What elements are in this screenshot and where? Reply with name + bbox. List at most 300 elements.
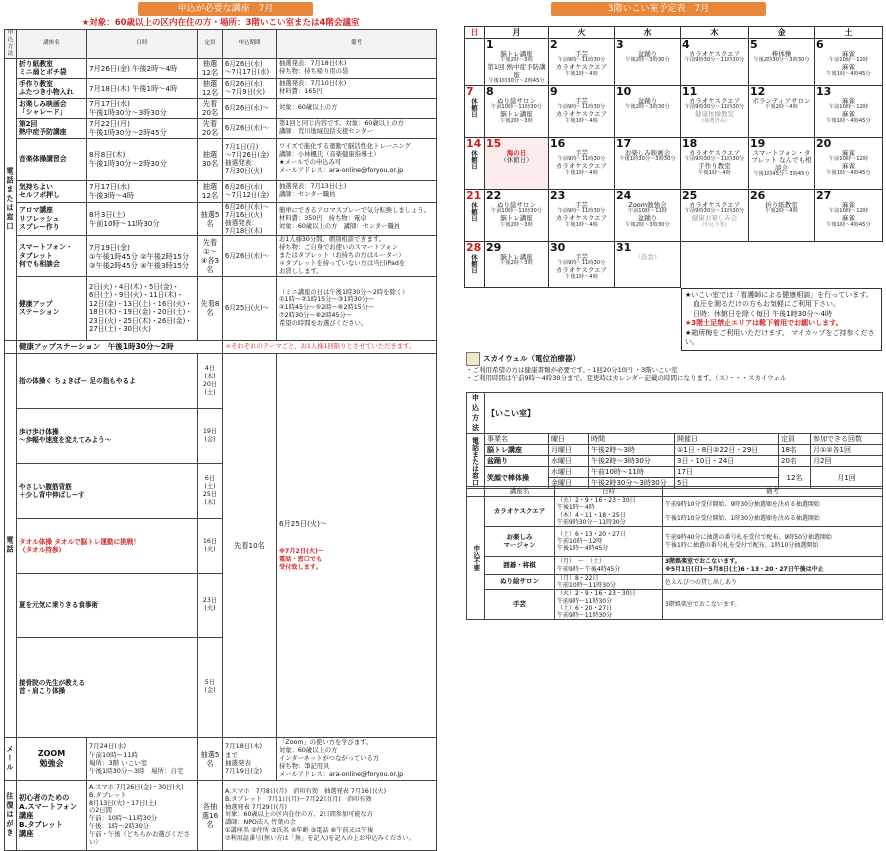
event-time: 午後1時～4時 xyxy=(565,221,598,228)
right-page xyxy=(446,0,886,635)
course-capacity: 抽選12名 xyxy=(198,78,223,98)
calendar-day[interactable] xyxy=(615,189,681,241)
mail-label: メール xyxy=(5,737,17,780)
event-time: 午後2時～3時30分 xyxy=(625,104,670,111)
event-time: 午後1時～4時45分 xyxy=(826,117,871,124)
day-number: 3 xyxy=(616,38,624,51)
day-number: 15 xyxy=(486,136,502,150)
day-number: 16 xyxy=(550,136,566,150)
event-time: 午前9時～11時30分 xyxy=(557,208,606,215)
calendar-day[interactable] xyxy=(465,137,485,189)
ikoi-header: 参加できる回数 xyxy=(811,434,883,445)
ikoi-cell: 18名 xyxy=(779,445,811,456)
ikoi-apply-method: 申込方法 xyxy=(467,393,485,434)
schedule-name: 囲碁・将棋 xyxy=(485,557,555,575)
event-title: ぬり絵サロン xyxy=(497,96,536,105)
schedule-note: 午前9時40分に抽選の番号札を受付で配布。9時50分抽選開始 午後1時に抽選の番号札を受付で配布。1時10分抽選開始 xyxy=(663,527,883,557)
calendar-day[interactable] xyxy=(465,39,485,86)
event-time: 午前10時～12時 xyxy=(828,208,869,215)
event-title: 健康お楽しみ会 xyxy=(691,214,738,223)
header-note: 備考 xyxy=(277,30,437,59)
calendar-day[interactable] xyxy=(681,85,749,137)
calendar-day[interactable] xyxy=(815,189,883,241)
schedule-note: 色えんぴつの貸し出しあり xyxy=(663,575,883,590)
calendar-weekday-row xyxy=(465,27,883,39)
course-row xyxy=(5,202,437,236)
event-time: 午後1時30分～3時30分 xyxy=(619,156,676,163)
day-number: 1 xyxy=(486,38,494,51)
event-time: 午前10時～12時 xyxy=(828,156,869,163)
schedule-row xyxy=(467,557,883,575)
course-row xyxy=(5,78,437,98)
course-name: 第2回 熱中症予防講座 xyxy=(17,118,87,138)
ikoi-cell: 月①②各1回 xyxy=(811,445,883,456)
course-capacity: 先着8名 xyxy=(198,276,223,340)
course-row xyxy=(5,98,437,118)
course-row xyxy=(5,138,437,180)
event-title: カラオケスクエア xyxy=(555,162,608,171)
schedule-date: （月）8・22日 午前10時～11時30分 xyxy=(555,575,663,590)
calendar-day[interactable] xyxy=(749,85,815,137)
event-time: 午前9時30分～11時30分 xyxy=(684,57,745,64)
notice-box xyxy=(681,288,882,351)
event-title: 麻雀 xyxy=(842,96,855,105)
day-number: 28 xyxy=(466,240,482,254)
schedule-header: 日時 xyxy=(555,487,663,497)
course-capacity: 抽選5名 xyxy=(198,202,223,236)
schedule-name: ぬり絵サロン xyxy=(485,575,555,590)
course-row xyxy=(5,180,437,202)
ikoi-title-row xyxy=(467,393,883,434)
skywell-line-1: ・ご利用希望の方は健康書類が必要です。・1回20分10円 ・3階いこい室 xyxy=(466,366,678,374)
health-row-header xyxy=(5,340,437,353)
event-title: カラオケスクエア xyxy=(555,214,608,223)
event-time: 午後2時～3時 xyxy=(500,260,533,267)
calendar-day[interactable] xyxy=(485,39,549,86)
course-row xyxy=(5,276,437,340)
course-name: 音楽体操講習会 xyxy=(17,138,87,180)
mini-date: 6日(土) 25日(木) xyxy=(198,463,223,518)
schedule-date: （火）2・9・16・23・30日 午後1時～4時 （木）4・11・18・25日 午前9時30分～11時30分 xyxy=(555,497,663,527)
skywell-device-icon xyxy=(466,352,480,366)
ikoi-cell: 午後2時～3時30分 xyxy=(589,456,675,467)
calendar-day[interactable] xyxy=(815,85,883,137)
calendar-day[interactable] xyxy=(681,137,749,189)
postcard-row xyxy=(5,780,437,850)
mini-phone-notice: ※7月2日(火)～ 電話・窓口でも 受付致します。 xyxy=(279,548,325,571)
ikoi-header-row xyxy=(467,434,883,445)
schedule-row xyxy=(467,575,883,590)
event-time: 午後1時30分～2時45分 xyxy=(488,78,545,85)
ikoi-row xyxy=(467,456,883,467)
calendar xyxy=(464,26,883,288)
mini-date: 19日(金) xyxy=(198,408,223,463)
event-title: 麻雀 xyxy=(842,214,855,223)
event-title: 棒体操 xyxy=(771,50,792,58)
event-title: 麻雀 xyxy=(842,162,855,171)
event-time: 午後1時～4時 xyxy=(698,169,731,176)
ikoi-cell: 3日・10日・24日 xyxy=(675,456,779,467)
event-title: ぬり絵サロン xyxy=(497,200,536,209)
calendar-week xyxy=(465,85,883,137)
event-title: 海の日 xyxy=(506,148,527,157)
event-time: 午前10時～12時 xyxy=(828,57,869,64)
event-time: (申込不要) xyxy=(702,221,727,228)
skywell-title: スカイウェル（電位治療器） xyxy=(483,354,580,364)
calendar-week xyxy=(465,39,883,86)
event-time: 午前10時～11時 xyxy=(627,208,668,215)
schedule-date: （月） ～ （土） 午前9時～午後4時45分 xyxy=(555,557,663,575)
event-time: 午前10時～11時30分 xyxy=(491,104,542,111)
course-period: 6月25日(火)～ xyxy=(223,276,277,340)
calendar-day[interactable] xyxy=(465,241,485,287)
event-time: 午後1時45分～3時45分 xyxy=(753,171,810,178)
calendar-week xyxy=(465,189,883,241)
course-name: 健康アップ ステーション xyxy=(17,276,87,340)
day-number: 17 xyxy=(616,136,632,150)
calendar-day[interactable] xyxy=(749,39,815,86)
course-capacity: 抽選12名 xyxy=(198,180,223,202)
course-note: 第1回と同じ内容です。対象：60歳以上の方 講師：荒川地域包括支援センター xyxy=(277,118,437,138)
mini-date: 16日(火) xyxy=(198,518,223,573)
weekday-header: 水 xyxy=(615,27,681,39)
header-course: 講座名 xyxy=(17,30,87,59)
ikoi-cell: 5日 xyxy=(675,478,779,489)
course-name: スマートフォン・ タブレット 何でも相談会 xyxy=(17,236,87,276)
event-title: カラオケスクエア xyxy=(555,266,608,275)
event-title: 麻雀 xyxy=(842,50,855,58)
event-title: 脳トレ講座 xyxy=(500,214,533,223)
event-time: 午後2時～3時30分 xyxy=(625,57,670,64)
ikoi-row xyxy=(467,467,883,478)
course-row xyxy=(5,118,437,138)
day-number: 29 xyxy=(486,240,502,254)
calendar-day[interactable] xyxy=(485,189,549,241)
calendar-day[interactable] xyxy=(615,85,681,137)
course-note: 簡単にできるアロマスプレーで気分転換しましょう。 材料費：350円 持ち物：電卓 対象：60歳以上の方 講師：センター職員 xyxy=(277,202,437,236)
calendar-week xyxy=(465,241,883,287)
day-number: 14 xyxy=(466,136,482,150)
course-row xyxy=(5,58,437,78)
day-number: 19 xyxy=(750,136,766,150)
ikoi-cell: 月2回 xyxy=(811,456,883,467)
mini-period xyxy=(277,353,437,737)
closed-label: 休館日 xyxy=(470,149,478,170)
zoom-name: ZOOM 勉強会 xyxy=(17,737,87,780)
zoom-date: 7月24日(水) 午前10時～11時 場所：3階 いこい室 午後1時30分～3時 場所：自宅 xyxy=(87,737,198,780)
event-time: 午前9時30分～11時30分 xyxy=(684,208,745,215)
event-title: 手芸 xyxy=(575,200,588,209)
schedule-date: （土）6・13・20・27日 午前10時～12時 午後1時～4時45分 xyxy=(555,527,663,557)
ikoi-table xyxy=(466,392,883,489)
schedule-header: 備考 xyxy=(663,487,883,497)
mini-apply-label: 電話 xyxy=(5,353,17,737)
course-period: 6月26日(水) ～7月12日(金) xyxy=(223,180,277,202)
event-title: 手芸 xyxy=(575,96,588,105)
ikoi-cell: ①1日・8日②22日・29日 xyxy=(675,445,779,456)
ikoi-cell: 脳トレ講座 xyxy=(485,445,549,456)
ikoi-header: 定員 xyxy=(779,434,811,445)
event-title: カラオケスクエア xyxy=(688,50,741,58)
day-number: 18 xyxy=(682,136,698,150)
day-number: 25 xyxy=(682,188,698,202)
calendar-day[interactable] xyxy=(465,189,485,241)
calendar-day[interactable] xyxy=(749,137,815,189)
day-number: 10 xyxy=(616,84,632,98)
ikoi-cell: 笑顔で棒体操 xyxy=(485,467,549,489)
notice-line-4: ★3階土足禁止エリアは靴下着用でお願いします。 xyxy=(685,319,843,328)
schedule-note: 午前9時10分受付開始、9時30分抽選順を決める抽選開始 午後1時10分受付開始、1時30分抽選順を決める抽選開始 xyxy=(663,497,883,527)
postcard-capacity: 各抽選16名 xyxy=(198,780,223,850)
schedule-name: カラオケスクエア xyxy=(485,497,555,527)
event-time: 午前10時～12時 xyxy=(828,104,869,111)
notice-line-5-text: ★箱所梅をご利用いただけます。 マイカップをご持参ください。 xyxy=(685,328,875,347)
course-period: 6月26日(水) ～7月17日(水) xyxy=(223,58,277,78)
day-number: 6 xyxy=(816,38,824,51)
course-date: 7月18日(木) 午後1時～4時 xyxy=(87,78,198,98)
zoom-capacity: 抽選5名 xyxy=(198,737,223,780)
calendar-day[interactable] xyxy=(549,241,615,287)
schedule-row xyxy=(467,527,883,557)
ikoi-cell: 12名 xyxy=(779,467,811,489)
day-number: 22 xyxy=(486,188,502,202)
day-number: 2 xyxy=(550,38,558,51)
event-time: 午後1時～4時 xyxy=(565,169,598,176)
ikoi-header: 時間 xyxy=(589,434,675,445)
mini-name: 歩け歩け体操 ～歩幅や速度を変えてみよう～ xyxy=(17,408,198,463)
postcard-name: 初心者のための A.スマートフォン 講座 B.タブレット 講座 xyxy=(17,780,87,850)
weekday-header: 木 xyxy=(681,27,749,39)
course-date: 7月17日(水) 午後3時～4時 xyxy=(87,180,198,202)
schedule-row xyxy=(467,590,883,620)
event-title: 盆踊り xyxy=(637,214,658,223)
event-time: 午後2時～3時 xyxy=(500,117,533,124)
course-date: 7月22日(月) 午後1時30分～2時45分 xyxy=(87,118,198,138)
health-row-note: ＊それぞれのテーマごと、お1人様1回限りとさせていただきます。 xyxy=(223,340,437,353)
closed-label: 休館日 xyxy=(470,253,478,274)
notice-line-3: 日時：休館日を除く毎日 午後1時30分～4時 xyxy=(693,309,833,318)
course-name: 気持ちよい セルフボ押し xyxy=(17,180,87,202)
event-time: 午後1時～4時45分 xyxy=(826,221,871,228)
ikoi-cell: 月1回 xyxy=(811,467,883,489)
postcard-label: 往復はがき xyxy=(5,780,17,850)
calendar-week xyxy=(465,137,883,189)
course-note: 抽選発表：7月18日(木) 持ち物：持ち帰り用の袋 xyxy=(277,58,437,78)
event-time: 午前9時～11時30分 xyxy=(557,156,606,163)
event-title: カラオケスクエア xyxy=(555,110,608,119)
day-number: 11 xyxy=(682,84,698,98)
mini-date: 23日(火) xyxy=(198,573,223,637)
course-period: 6月26日(水)～ 7月16日(火) 抽選発表： 7月18日(木) xyxy=(223,202,277,236)
mini-capacity: 先着10名 xyxy=(223,353,277,737)
calendar-day[interactable] xyxy=(549,189,615,241)
header-date: 日時 xyxy=(87,30,198,59)
event-title: カラオケスクエア xyxy=(688,200,741,209)
day-number: 8 xyxy=(486,84,494,98)
day-number: 4 xyxy=(682,38,690,51)
mini-name: 接骨院の先生が教える 首・肩こり体操 xyxy=(17,637,198,737)
event-time: 午前9時～11時30分 xyxy=(557,104,606,111)
event-title: 手芸 xyxy=(575,148,588,157)
calendar-day[interactable] xyxy=(615,241,681,287)
course-note: （ミニ講座の日は午後1時30分～2時を除く） ①1時～②1時15分～③1時30分～ ④1時45分～⑤2時～⑥2時15分～ ⑦2時30分～⑧2時45分～ 希望の時間をお選びください。 xyxy=(277,276,437,340)
event-title: 健康体操教室 xyxy=(695,110,734,119)
ikoi-cell: 午前10時～11時 xyxy=(589,467,675,478)
day-number: 23 xyxy=(550,188,566,202)
event-title: カラオケスクエア xyxy=(688,96,741,105)
course-date: 7月26日(金) 午後2時～4時 xyxy=(87,58,198,78)
course-capacity: 抽選12名 xyxy=(198,58,223,78)
course-date: 7月19日(金) ①午後1時45分 ②午後2時15分 ③午後2時45分 ④午後3時15分 xyxy=(87,236,198,276)
calendar-day[interactable] xyxy=(485,85,549,137)
course-name: お楽しみ映画会 「シャレード」 xyxy=(17,98,87,118)
event-title: カラオケスクエア xyxy=(555,63,608,72)
course-period: 6月26日(水)～ xyxy=(223,98,277,118)
schedule-header-row xyxy=(467,487,883,497)
weekday-header: 月 xyxy=(485,27,549,39)
ikoi-header: 曜日 xyxy=(549,434,589,445)
event-title: ボランティアサロン xyxy=(752,96,811,105)
day-number: 26 xyxy=(750,188,766,202)
course-date: 8月8日(木) 午後1時30分～2時30分 xyxy=(87,138,198,180)
ikoi-side-label: 電話または窓口 xyxy=(467,434,485,489)
schedule-note: 3階娯楽室でおこないます。 ※5月1日(日)〜5月8日(土)6・13・20・27日午後は中止 xyxy=(663,557,883,575)
event-title: 麻雀 xyxy=(842,110,855,119)
course-date: 2日(火)・4日(木)・5日(金)・ 6日(土)・9日(火)・11日(木)・ 12日(金)・13日(土)・16日(火)・ 18日(木)・19日(金)・20日(土)・ 23日(火)・25日(木)・26日(金)・ 27日(土)・30日(火) xyxy=(87,276,198,340)
course-note: 抽選発表：7月13日(土) 講師：センター職員 xyxy=(277,180,437,202)
postcard-note: A.スマホ 7月8日(月) 消印有効 抽選発表 7月16日(火) B.タブレット 7月1日(月)～7月22日(月) 消印有効 抽選発表 7月29日(月) 対象：60歳以上の区内在住の方、2日間参加可能な方 講師：NPO法人 竹葉の会 ①講座名 ②住所 ③氏名 ④年齢 ⑤電話 ⑥午前又は午後 ⑦利用証番号(無い方は「無」を記入)を記入の上お申込みください。 xyxy=(223,780,437,850)
event-title: 麻雀 xyxy=(842,148,855,157)
weekday-header: 火 xyxy=(549,27,615,39)
skywell-line-2: ・ご利用時間は午前9時～4時30分まで。変更時はカレンダー記載の時間になります。（ス）・・・スカイウェル xyxy=(466,374,787,383)
day-number: 27 xyxy=(816,188,832,202)
skywell-section xyxy=(466,352,882,383)
course-period: 6月26日(水)～ xyxy=(223,118,277,138)
event-time: (抽選済み) xyxy=(702,117,727,124)
event-title: スマートフォン・タブレット なんでも相談会 xyxy=(751,148,812,172)
mini-date: 5日(金) xyxy=(198,637,223,737)
event-time: 午後2時30分～3時30分 xyxy=(753,57,810,64)
ikoi-cell: 月曜日 xyxy=(549,445,589,456)
closed-label: 休館日 xyxy=(470,97,478,118)
postcard-date: A.スマホ 7月26日(金)・30日(火) B.タブレット 8月13日(火)・17日(土) の2日間 午前：10時～11時30分 午後：1時～2時30分 午前・午後（どちらかお選びください） xyxy=(87,780,198,850)
calendar-day[interactable] xyxy=(485,137,549,189)
event-time: 午前9時30分～11時30分 xyxy=(684,156,745,163)
calendar-day[interactable] xyxy=(485,241,549,287)
calendar-day[interactable] xyxy=(615,137,681,189)
event-title: 盆踊り xyxy=(637,96,658,105)
left-subtitle: ★対象：60歳以上の区内在住の方・場所：3階いこい室または4階会議室 xyxy=(81,18,360,28)
day-number: 30 xyxy=(550,240,566,254)
left-title: 申込が必要な講座 7月 xyxy=(138,2,313,16)
course-period: 7月1日(月) ～7月26日(金) 抽選発表： 7月30日(火) xyxy=(223,138,277,180)
event-time: 午後2時～4時 xyxy=(765,208,798,215)
schedule-date: （火）2・9・16・23・30日 午前9時～11時30分 （土）6・20・27日 午前9時～11時30分 xyxy=(555,590,663,620)
day-number: 13 xyxy=(816,84,832,98)
calendar-day[interactable] xyxy=(815,137,883,189)
event-title: Zoom勉強会 xyxy=(628,200,667,209)
course-note: お1人様30分間、個別相談できます。 持ち物：ご自身でお使いのスマートフォン またはタブレット（お持ちの方はルーター） ＊タブレットを持っていない方は当日iPadを お貸しします。 xyxy=(277,236,437,276)
schedule-header: 講座名 xyxy=(485,487,555,497)
course-name: アロマ講座 リフレッシュ スプレー作り xyxy=(17,202,87,236)
event-time: 午後1時～4時45分 xyxy=(826,70,871,77)
event-title: 脳トレ講座 xyxy=(500,110,533,119)
schedule-note: 3階娯楽室でおこないます。 xyxy=(663,590,883,620)
mini-name: やさしい腹筋背筋 ＋少し背中伸ばしーす xyxy=(17,463,198,518)
course-name: 手作り教室 ふたつき小物入れ xyxy=(17,78,87,98)
calendar-day[interactable] xyxy=(549,85,615,137)
schedule-name: お楽しみ マージャン xyxy=(485,527,555,557)
event-title: 手芸 xyxy=(575,50,588,58)
right-title: 3階いこい室予定表 7月 xyxy=(551,2,766,16)
mini-name: タオル体操 タオルで脳トレ運動に挑戦！ （タオル持参） xyxy=(17,518,198,573)
event-time: 午前10時～11時30分 xyxy=(491,208,542,215)
header-period: 申込期間 xyxy=(223,30,277,59)
notice-line-5 xyxy=(685,329,878,348)
event-title: 手芸 xyxy=(575,252,588,261)
calendar-day[interactable] xyxy=(681,189,749,241)
day-number: 31 xyxy=(616,240,632,254)
calendar-day[interactable] xyxy=(615,39,681,86)
calendar-empty-cells xyxy=(681,241,883,287)
weekday-header: 土 xyxy=(815,27,883,39)
event-time: 午後2時～4時 xyxy=(765,104,798,111)
event-title: （設営） xyxy=(634,252,661,261)
event-time: 午前9時～11時30分 xyxy=(557,57,606,64)
course-period: 6月26日(水)～ xyxy=(223,236,277,276)
ikoi-cell: 盆踊り xyxy=(485,456,549,467)
day-number: 9 xyxy=(550,84,558,98)
ikoi-cell: 20名 xyxy=(779,456,811,467)
health-row-title: 健康アップステーション 午後1時30分～2時 xyxy=(17,340,223,353)
notice-line-2: 血圧を測るだけの方もお気軽にご利用下さい。 xyxy=(693,300,840,309)
event-title: 脳トレ講座 xyxy=(500,50,533,58)
ikoi-cell: 金曜日 xyxy=(549,478,589,489)
course-row xyxy=(5,236,437,276)
day-number: 21 xyxy=(466,188,482,202)
calendar-day[interactable] xyxy=(549,137,615,189)
ikoi-title: 【いこい室】 xyxy=(485,393,883,434)
event-title: （休館日） xyxy=(500,156,533,165)
calendar-day[interactable] xyxy=(749,189,815,241)
schedule-table xyxy=(466,486,883,620)
day-number: 7 xyxy=(466,84,474,98)
event-title: 盆踊り xyxy=(637,50,658,58)
ikoi-cell: 17日 xyxy=(675,467,779,478)
schedule-row xyxy=(467,497,883,527)
calendar-day[interactable] xyxy=(681,39,749,86)
course-note: 抽選発表：7月10日(水) 材料費：165円 xyxy=(277,78,437,98)
zoom-note: 「Zoom」の使い方を学びます。 対象：60歳以上の方 インターネットがつながっている方 持ち物：筆記用具 メールアドレス：ara-online@foryou.or.jp xyxy=(277,737,437,780)
mini-period-text: 6月25日(火)～ xyxy=(279,519,328,529)
calendar-day[interactable] xyxy=(549,39,615,86)
ikoi-cell: 水曜日 xyxy=(549,456,589,467)
mini-name: 指の体操く ちょきぱー 足の指もやるよ xyxy=(17,353,198,408)
event-title: 麻雀 xyxy=(842,200,855,209)
calendar-day[interactable] xyxy=(815,39,883,86)
calendar-day[interactable] xyxy=(465,85,485,137)
event-time: 午後1時～4時 xyxy=(565,70,598,77)
course-capacity: 先着20名 xyxy=(198,118,223,138)
course-period: 6月26日(水) ～7月9日(火) xyxy=(223,78,277,98)
event-time: 午後1時～4時45分 xyxy=(826,169,871,176)
notice-line-1: ★いこい室では「看護師による健康相談」を行っています。 xyxy=(685,291,873,299)
header-cap: 定員 xyxy=(198,30,223,59)
event-time: 午後2時～3時 xyxy=(500,221,533,228)
course-capacity: 抽選30名 xyxy=(198,138,223,180)
mini-name: 夏を元気に乗りきる食事術 xyxy=(17,573,198,637)
course-name: 折り紙教室 ミニ扇とポチ袋 xyxy=(17,58,87,78)
